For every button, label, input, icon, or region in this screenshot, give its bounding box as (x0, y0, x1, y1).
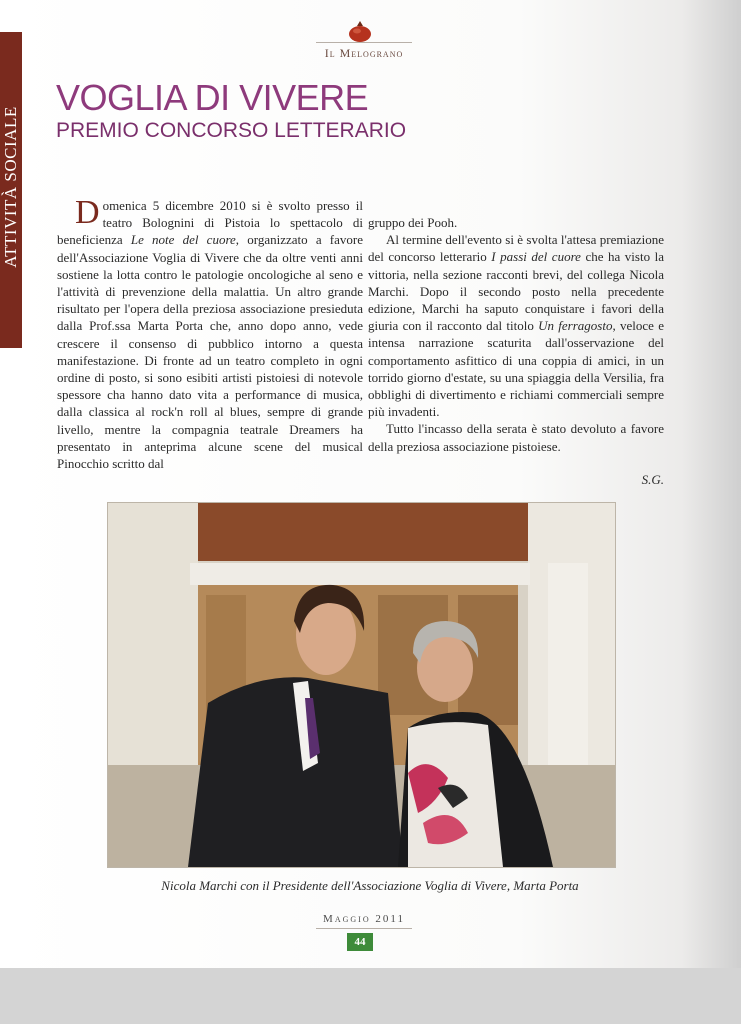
page-number-badge: 44 (347, 933, 373, 951)
article-photo (108, 503, 615, 867)
article-paragraph: Domenica 5 dicembre 2010 si è svolto presso il teatro Bolognini di Pistoia lo spettacolo di beneficienza Le note del cuore, organizzato a favore dell'Associazione Voglia di Vivere che da oltre venti anni sostiene la lotta contro le patologie oncologiche al seno e l'attività di prevenzione della malattia. Un altro grande risultato per l'opera della preziosa associazione presieduta dalla Prof.ssa Marta Porta che, anno dopo anno, vede crescere il consenso di pubblico intorno a questa manifestazione. Di fronte ad un teatro completo in ogni ordine di posto, si sono esibiti artisti pistoiesi di notevole spessore cha hanno dato vita a performance di musica, dalla classica al rock'n roll al blues, sempre di grande livello, mentre la compagnia teatrale Dreamers ha presentato in anteprima alcune scene del musical Pinocchio scritto dal (57, 194, 363, 472)
photo-illustration (108, 503, 615, 867)
article-subtitle: PREMIO CONCORSO LETTERARIO (56, 119, 407, 142)
issue-date: Maggio 2011 (323, 913, 405, 925)
section-label: ATTIVITÀ SOCIALE (1, 106, 20, 268)
article-column-2 (368, 214, 664, 455)
article-paragraph: Tutto l'incasso della serata è stato devoluto a favore della preziosa associazione pistoiese. (368, 421, 664, 454)
drop-cap: D (75, 194, 100, 231)
logo-divider (316, 42, 412, 43)
scanner-background (0, 968, 741, 1024)
article-column-1 (57, 194, 363, 472)
article-paragraph: gruppo dei Pooh. (368, 215, 458, 230)
article-title: VOGLIA DI VIVERE (56, 77, 369, 118)
photo-caption: Nicola Marchi con il Presidente dell'Associazione Voglia di Vivere, Marta Porta (161, 878, 579, 893)
footer-divider (316, 928, 412, 929)
author-signature: S.G. (641, 472, 664, 487)
magazine-logo (316, 20, 412, 68)
article-paragraph: Al termine dell'evento si è svolta l'attesa premiazione del concorso letterario I passi del cuore che ha visto la vittoria, nella sezione racconti brevi, del collega Nicola Marchi. Dopo il secondo posto nella precedente edizione, Marchi ha saputo conquistare i favori della giuria con il racconto dal titolo Un ferragosto, veloce e intensa narrazione scaturita dall'osservazione del comportamento asfittico di una coppia di amici, in un torrido giorno d'estate, su una spiaggia della Versilia, fra obblighi di divertimento e richiami commerciali sempre più invadenti. (368, 232, 664, 420)
pomegranate-icon (346, 20, 374, 42)
magazine-name: Il Melograno (324, 46, 404, 60)
